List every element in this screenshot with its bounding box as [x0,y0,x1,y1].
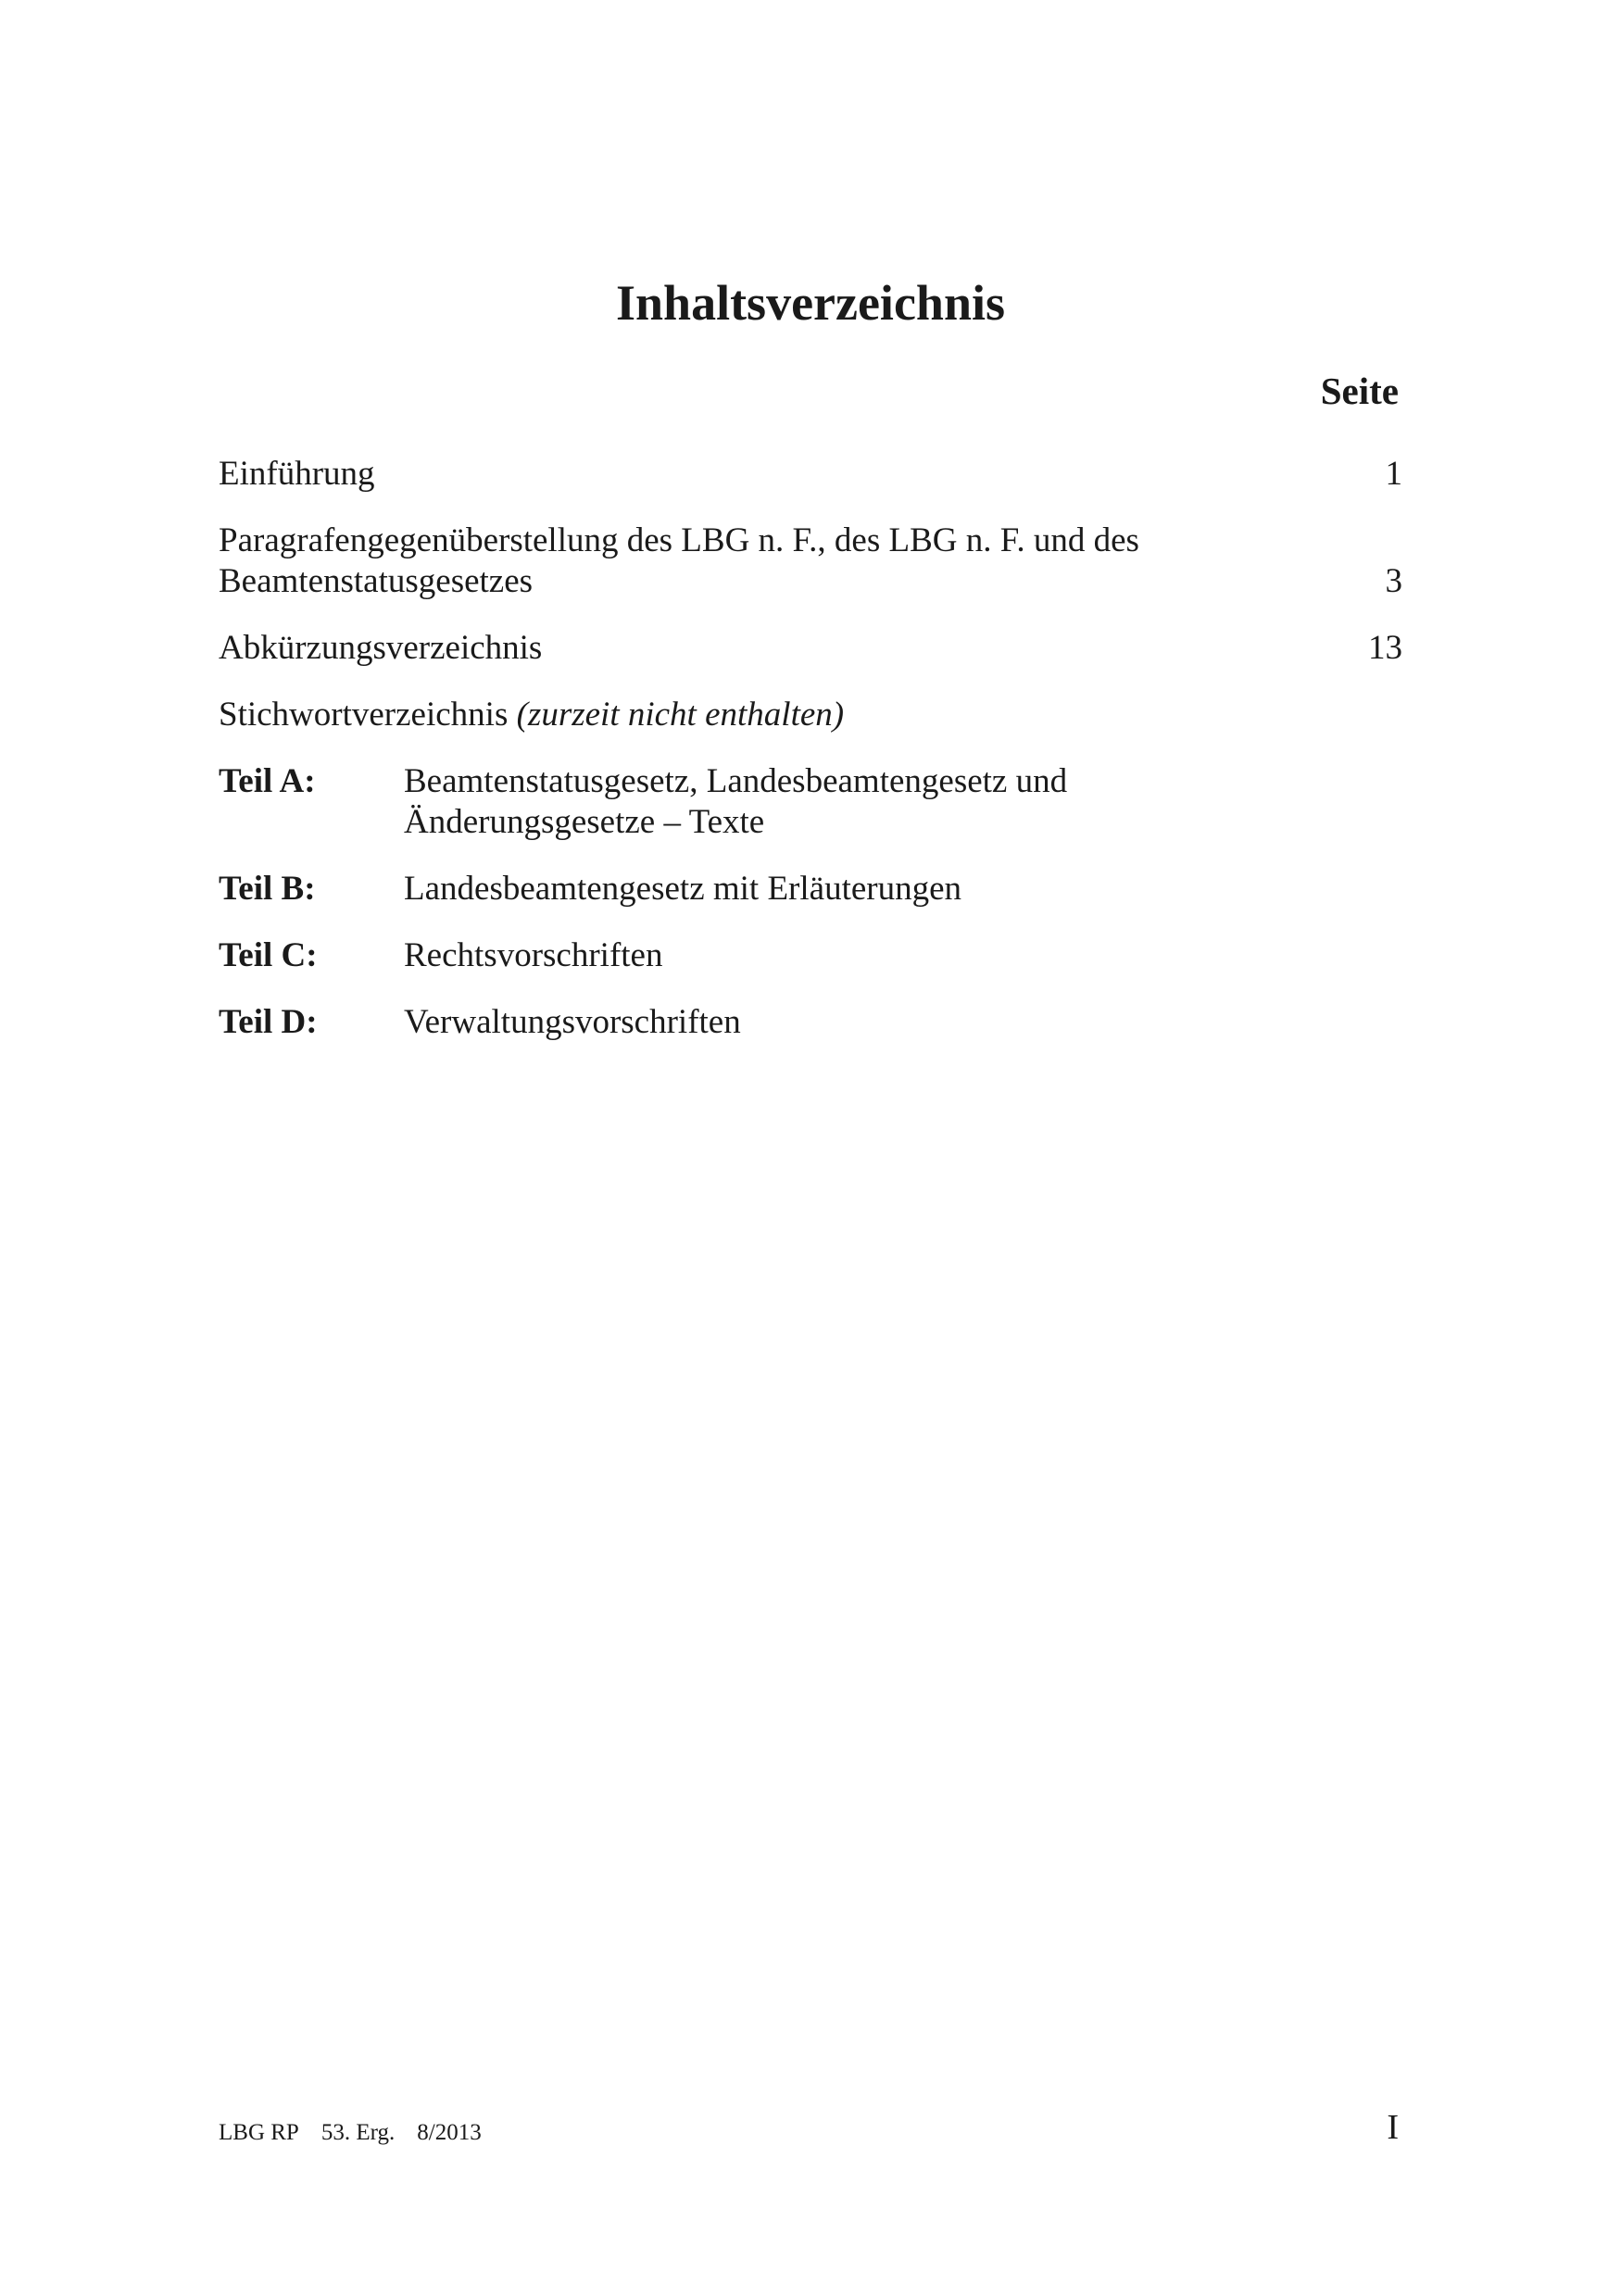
toc-entry-text [219,695,1238,735]
footer-publication: LBG RP [219,2120,299,2145]
toc-entry-note: (zurzeit nicht enthalten) [516,696,845,734]
toc-entry-abbreviations[interactable] [219,628,1402,669]
toc-entry-page: 1 [1385,455,1402,493]
part-label: Teil B: [219,870,316,908]
toc-part-d[interactable] [219,1002,1402,1043]
part-title: Rechtsvorschriften [404,936,663,974]
toc-part-b[interactable] [219,869,1402,910]
part-title: Beamtenstatusgesetz, Landesbeamtengesetz und Änderungsgesetze – Texte [404,762,1068,841]
toc-entry-title: Stichwortverzeichnis [219,696,509,734]
toc-part-a[interactable] [219,761,1402,843]
toc-entry-page: 13 [1368,629,1402,667]
toc-entry-keyword-index[interactable] [219,695,1402,735]
toc-entry-comparison[interactable] [219,521,1402,602]
part-label: Teil D: [219,1003,318,1041]
footer-date: 8/2013 [417,2120,482,2145]
page-title: Inhaltsverzeichnis [615,275,1005,331]
part-label: Teil A: [219,762,316,800]
page-column-header: Seite [1320,370,1399,412]
toc-part-c[interactable] [219,935,1402,976]
toc-entry-text: Einführung [219,455,375,493]
footer-info [219,2121,504,2144]
toc-entry-text: Abkürzungsverzeichnis [219,629,543,667]
footer-supplement: 53. Erg. [320,2120,396,2145]
part-title: Landesbeamtengesetz mit Erläuterungen [404,870,962,908]
footer-page-number: I [1387,2108,1399,2147]
toc-entry-introduction[interactable] [219,454,1402,495]
part-label: Teil C: [219,936,318,974]
toc-entry-text: Paragrafengegenüberstellung des LBG n. F., des LBG n. F. und des Beamtenstatusgesetzes [219,521,1139,600]
part-title: Verwaltungsvorschriften [404,1003,741,1041]
toc-entry-page: 3 [1385,562,1402,600]
